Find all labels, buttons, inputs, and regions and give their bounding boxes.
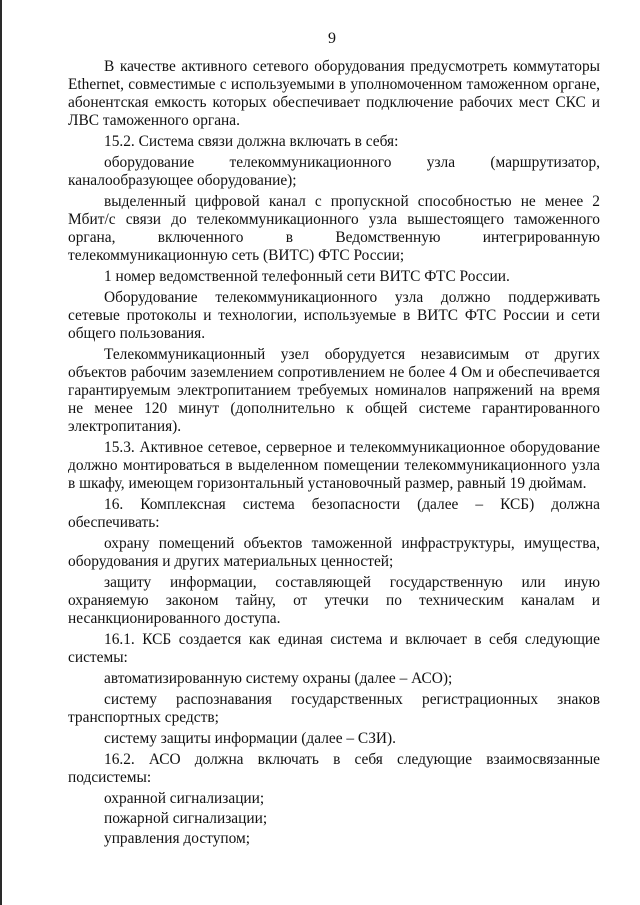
page-number: 9 (328, 30, 336, 47)
list-item-digital-channel: выделенный цифровой канал с пропускной способностью не менее 2 Мбит/с связи до телекоммуникационного узла вышестоящего таможенного органа, включенного в Ведомственную интегрированную телекоммуникационную сеть (ВИТС) ФТС России; (68, 193, 600, 264)
list-item-information-protection: защиту информации, составляющей государственную или иную охраняемую законом тайну, от утечки по техническим каналам и несанкционированного доступа. (68, 574, 600, 627)
list-item-telecom-equipment: оборудование телекоммуникационного узла (маршрутизатор, каналообразующее оборудование); (68, 154, 600, 189)
list-item-access-control: управления доступом; (104, 830, 251, 847)
paragraph-15-3-rack: 15.3. Активное сетевое, серверное и телекоммуникационное оборудование должно монтироваться в выделенном помещении телекоммуникационного узла в шкафу, имеющем горизонтальный установочный размер, равный 19 дюймам. (68, 439, 600, 492)
list-item-aso: автоматизированную систему охраны (далее – АСО); (104, 670, 453, 687)
document-body (68, 58, 600, 850)
paragraph-16-2-aso-subsystems: 16.2. АСО должна включать в себя следующие взаимосвязанные подсистемы: (68, 751, 600, 786)
list-item-phone-number: 1 номер ведомственной телефонный сети ВИТС ФТС России. (104, 268, 510, 285)
list-item-plate-recognition: систему распознавания государственных регистрационных знаков транспортных средств; (68, 691, 600, 726)
list-item-premises-protection: охрану помещений объектов таможенной инфраструктуры, имущества, оборудования и других материальных ценностей; (68, 535, 600, 570)
list-item-fire-alarm: пожарной сигнализации; (104, 810, 268, 827)
paragraph-ethernet-switches: В качестве активного сетевого оборудования предусмотреть коммутаторы Ethernet, совместимые с используемыми в уполномоченном таможенном органе, абонентская емкость которых обеспечивает подключение рабочих мест СКС и ЛВС таможенного органа. (68, 58, 600, 129)
paragraph-15-2-heading: 15.2. Система связи должна включать в себя: (104, 133, 399, 150)
paragraph-protocols: Оборудование телекоммуникационного узла должно поддерживать сетевые протоколы и технологии, используемые в ВИТС ФТС России и сети общего пользования. (68, 289, 600, 342)
list-item-szi: систему защиты информации (далее – СЗИ). (104, 730, 396, 747)
paragraph-grounding-power: Телекоммуникационный узел оборудуется независимым от других объектов рабочим заземлением сопротивлением не более 4 Ом и обеспечивается гарантируемым электропитанием требуемых номиналов напряжений на время не менее 120 минут (дополнительно к общей системе гарантированного электропитания). (68, 346, 600, 435)
list-item-security-alarm: охранной сигнализации; (104, 790, 265, 807)
paragraph-16-ksb: 16. Комплексная система безопасности (далее – КСБ) должна обеспечивать: (68, 496, 600, 531)
paragraph-16-1-ksb-systems: 16.1. КСБ создается как единая система и включает в себя следующие системы: (68, 631, 600, 666)
